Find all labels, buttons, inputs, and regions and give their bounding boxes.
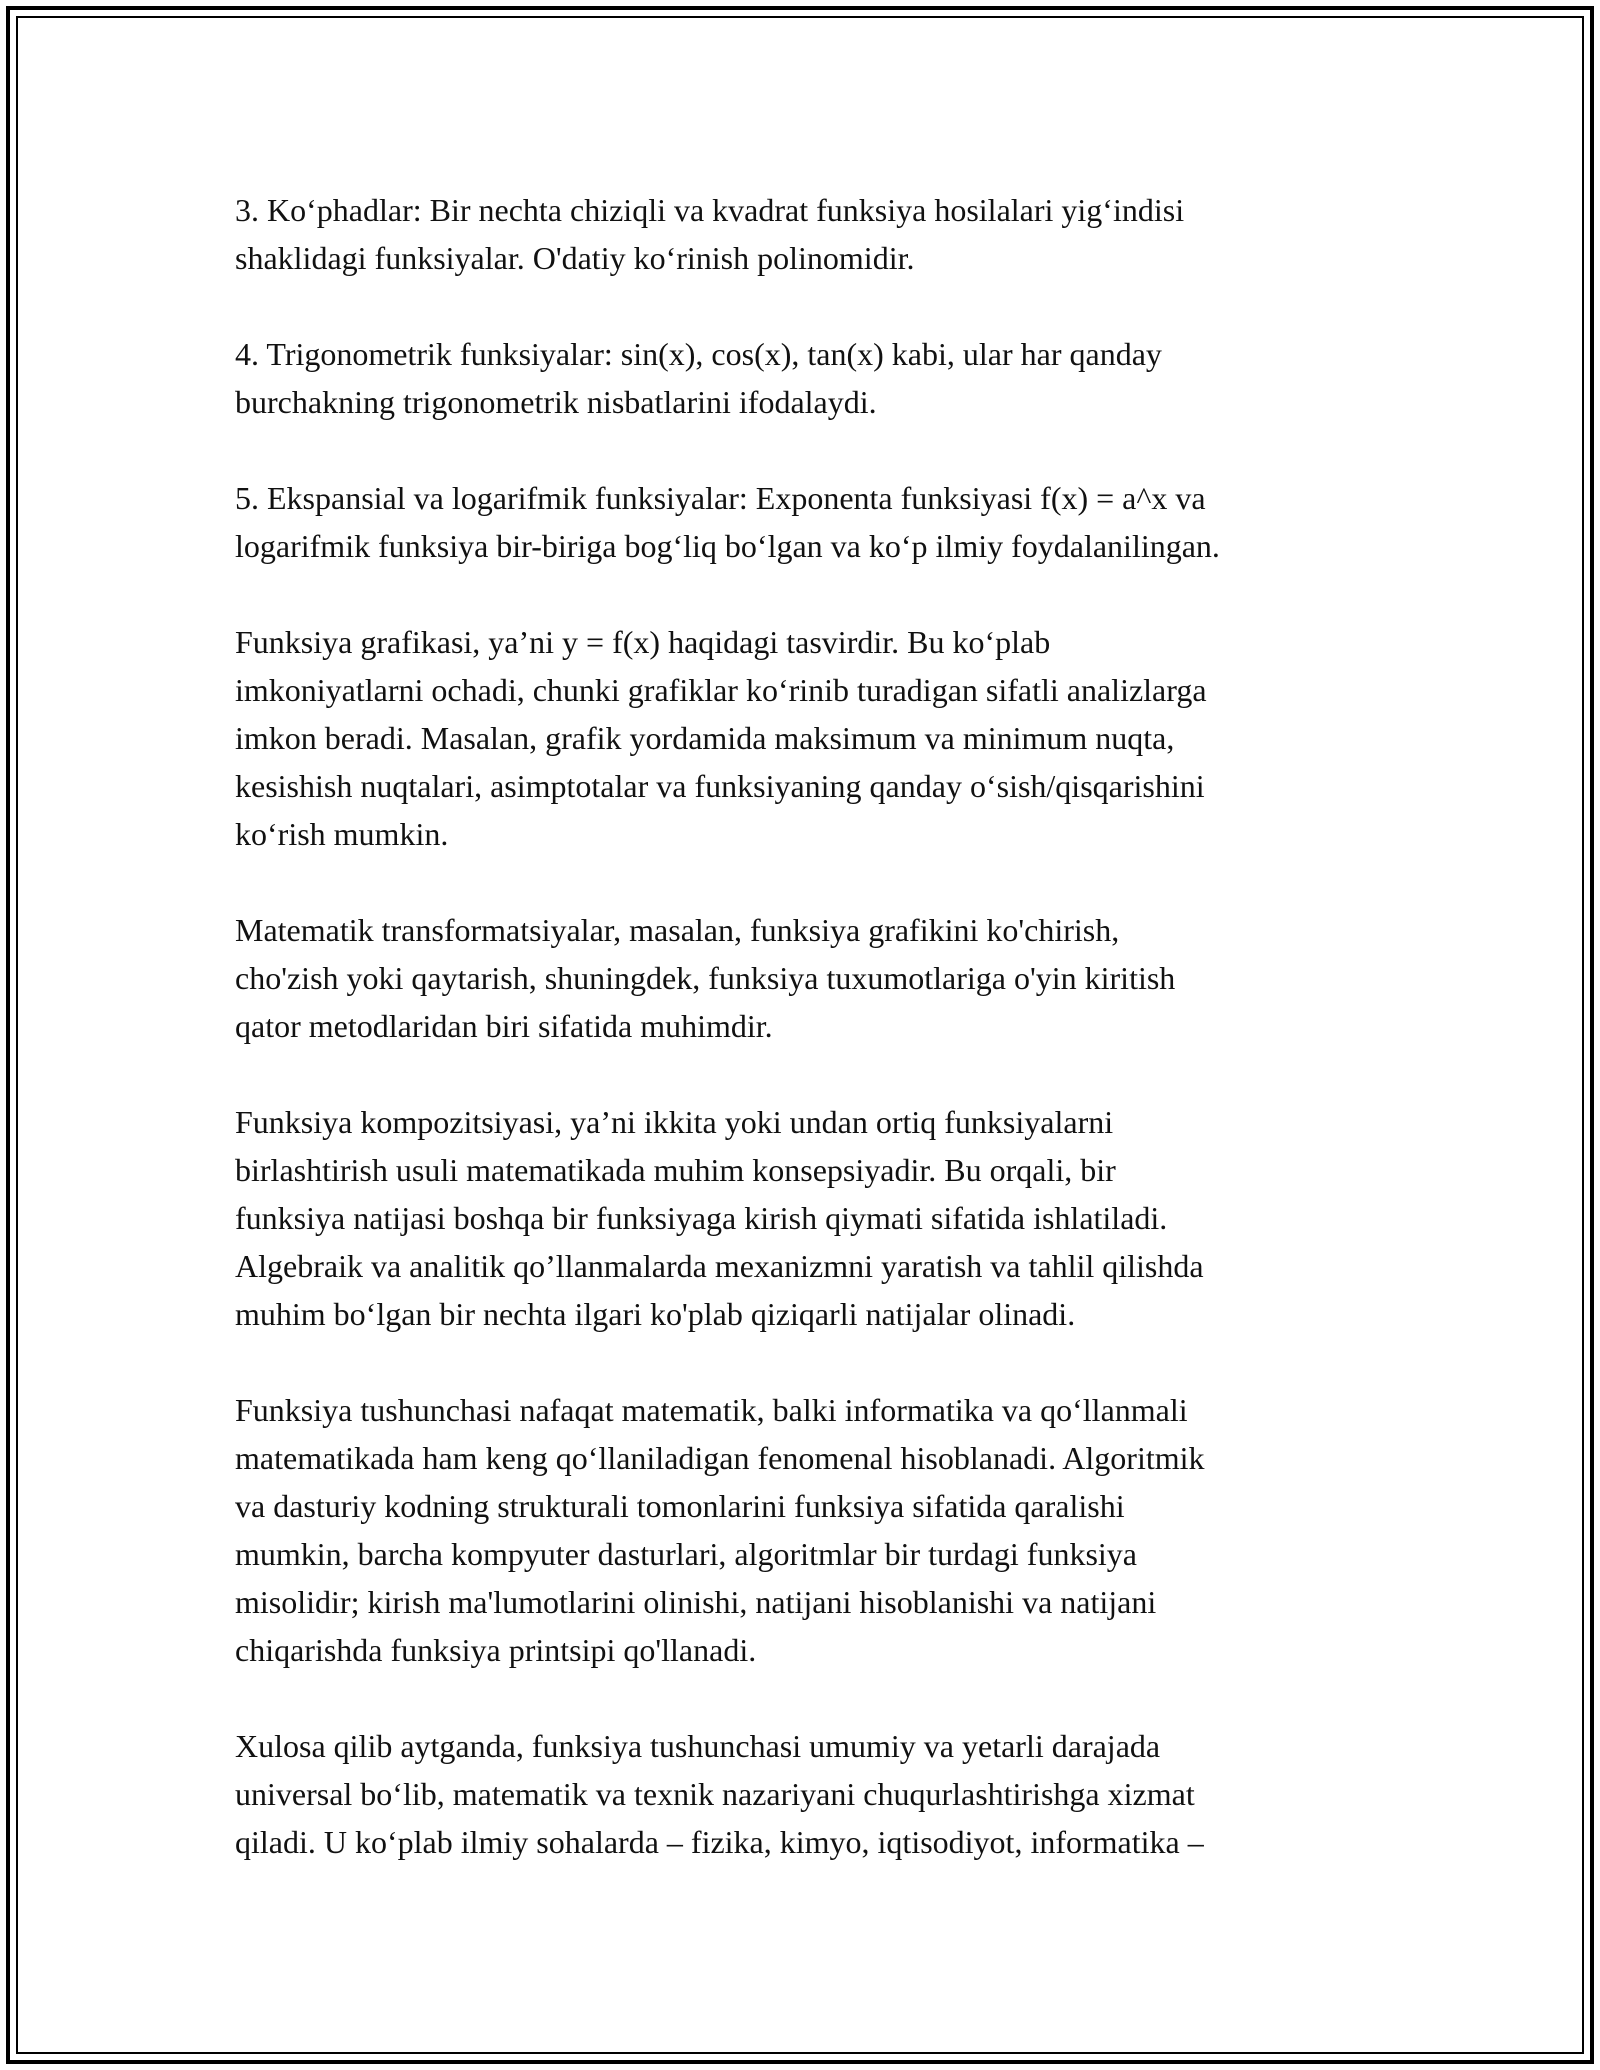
paragraph-function-graph [235, 618, 1395, 858]
paragraph-polynomials [235, 186, 1395, 282]
text-line: 3. Ko‘phadlar: Bir nechta chiziqli va kvadrat funksiya hosilalari yig‘indisi [235, 192, 1185, 228]
document-body [235, 186, 1395, 1914]
text-line: qiladi. U ko‘plab ilmiy sohalarda – fizika, kimyo, iqtisodiyot, informatika – [235, 1824, 1204, 1860]
text-line: Algebraik va analitik qo’llanmalarda mexanizmni yaratish va tahlil qilishda [235, 1248, 1204, 1284]
text-line: Funksiya grafikasi, ya’ni y = f(x) haqidagi tasvirdir. Bu ko‘plab [235, 624, 1051, 660]
text-line: va dasturiy kodning strukturali tomonlarini funksiya sifatida qaralishi [235, 1488, 1125, 1524]
text-line: imkon beradi. Masalan, grafik yordamida maksimum va minimum nuqta, [235, 720, 1175, 756]
text-line: logarifmik funksiya bir-biriga bog‘liq bo‘lgan va ko‘p ilmiy foydalanilingan. [235, 528, 1220, 564]
text-line: funksiya natijasi boshqa bir funksiyaga kirish qiymati sifatida ishlatiladi. [235, 1200, 1168, 1236]
text-line: Xulosa qilib aytganda, funksiya tushunchasi umumiy va yetarli darajada [235, 1728, 1161, 1764]
text-line: shaklidagi funksiyalar. O'datiy ko‘rinish polinomidir. [235, 240, 915, 276]
paragraph-transformations [235, 906, 1395, 1050]
text-line: 4. Trigonometrik funksiyalar: sin(x), cos(x), tan(x) kabi, ular har qanday [235, 336, 1162, 372]
text-line: cho'zish yoki qaytarish, shuningdek, funksiya tuxumotlariga o'yin kiritish [235, 960, 1176, 996]
paragraph-conclusion [235, 1722, 1395, 1866]
paragraph-exponential-logarithmic [235, 474, 1395, 570]
paragraph-composition [235, 1098, 1395, 1338]
text-line: 5. Ekspansial va logarifmik funksiyalar: Exponenta funksiyasi f(x) = a^x va [235, 480, 1206, 516]
text-line: mumkin, barcha kompyuter dasturlari, algoritmlar bir turdagi funksiya [235, 1536, 1137, 1572]
paragraph-trigonometric [235, 330, 1395, 426]
text-line: Funksiya tushunchasi nafaqat matematik, balki informatika va qo‘llanmali [235, 1392, 1188, 1428]
text-line: qator metodlaridan biri sifatida muhimdir. [235, 1008, 773, 1044]
text-line: chiqarishda funksiya printsipi qo'llanadi. [235, 1632, 757, 1668]
text-line: matematikada ham keng qo‘llaniladigan fenomenal hisoblanadi. Algoritmik [235, 1440, 1205, 1476]
text-line: misolidir; kirish ma'lumotlarini olinishi, natijani hisoblanishi va natijani [235, 1584, 1157, 1620]
text-line: kesishish nuqtalari, asimptotalar va funksiyaning qanday o‘sish/qisqarishini [235, 768, 1205, 804]
text-line: burchakning trigonometrik nisbatlarini ifodalaydi. [235, 384, 877, 420]
paragraph-informatics [235, 1386, 1395, 1674]
text-line: universal bo‘lib, matematik va texnik nazariyani chuqurlashtirishga xizmat [235, 1776, 1195, 1812]
text-line: imkoniyatlarni ochadi, chunki grafiklar ko‘rinib turadigan sifatli analizlarga [235, 672, 1207, 708]
text-line: Funksiya kompozitsiyasi, ya’ni ikkita yoki undan ortiq funksiyalarni [235, 1104, 1114, 1140]
text-line: muhim bo‘lgan bir nechta ilgari ko'plab qiziqarli natijalar olinadi. [235, 1296, 1076, 1332]
text-line: birlashtirish usuli matematikada muhim konsepsiyadir. Bu orqali, bir [235, 1152, 1116, 1188]
text-line: ko‘rish mumkin. [235, 816, 449, 852]
text-line: Matematik transformatsiyalar, masalan, funksiya grafikini ko'chirish, [235, 912, 1120, 948]
